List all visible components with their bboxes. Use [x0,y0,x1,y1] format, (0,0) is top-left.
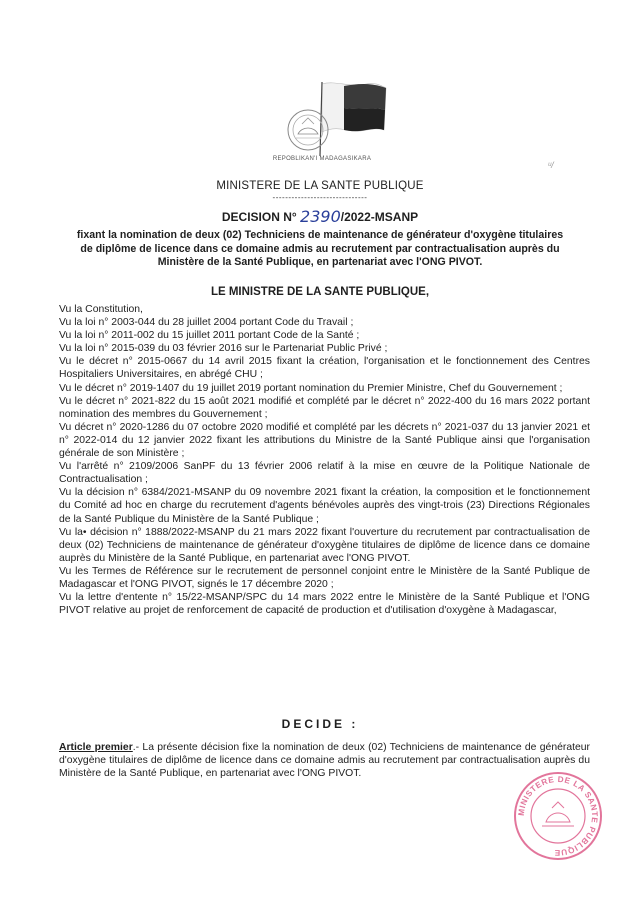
handwritten-mark: ᵘ/ [548,160,554,170]
decision-subject: fixant la nomination de deux (02) Techniciens de maintenance de générateur d'oxygène titulaires de diplôme de licence dans ce domaine admis au recrutement par contractualisation auprès du Ministère de la Santé Publique, en partenariat avec l'ONG PIVOT. [76,229,564,268]
official-stamp-icon [512,770,604,862]
legal-reference-item: Vu la lettre d'entente n° 15/22-MSANP/SPC du 14 mars 2022 entre le Ministère de la Santé Publique et l'ONG PIVOT relative au projet de renforcement de capacité de production et d'utilisation d'oxygène à Madagascar, [59,592,590,617]
article-separator: .- [132,742,143,753]
svg-text:MINISTERE DE LA SANTE PUBLIQUE [517,775,599,857]
legal-reference-item: Vu les Termes de Référence sur le recrutement de personnel conjoint entre le Ministère de la Santé Publique de Madagascar et l'ONG PIVOT, signés le 17 décembre 2020 ; [59,565,590,590]
legal-reference-item: Vu décret n° 2020-1286 du 07 octobre 2020 modifié et complété par les décrets n° 2021-037 du 13 janvier 2021 et n° 2022-014 du 12 janvier 2022 fixant les attributions du Ministre de la Santé Publique ainsi que l'organisation générale de son Ministère ; [59,421,590,460]
article-label: Article premier [59,742,133,753]
legal-reference-item: Vu la Constitution, [59,304,143,315]
legal-reference-item: Vu le décret n° 2015-0667 du 14 avril 2015 fixant la création, l'organisation et le fonctionnement des Centres Hospitaliers Universitaires, en abrégé CHU ; [59,356,590,381]
legal-reference-item: Vu la loi n° 2015-039 du 03 février 2016 sur le Partenariat Public Privé ; [59,343,388,355]
minister-heading: LE MINISTRE DE LA SANTE PUBLIQUE, [210,286,430,298]
decision-number: 2390 [300,207,341,226]
stamp-text: MINISTERE DE LA SANTE PUBLIQUE [516,774,600,858]
ministry-heading: MINISTERE DE LA SANTE PUBLIQUE [216,180,424,192]
legal-reference-item: Vu le décret n° 2021-822 du 15 août 2021 modifié et complété par le décret n° 2022-400 du 16 mars 2022 portant nomination des membres du Gouvernement ; [59,395,590,420]
legal-reference-item: Vu l'arrêté n° 2109/2006 SanPF du 13 février 2006 relatif à la mise en œuvre de la Politique Nationale de Contractualisation ; [59,461,590,486]
separator-line: ------------------------------ [272,193,368,202]
decision-prefix: DECISION N° [221,210,297,224]
legal-reference-item: Vu la loi n° 2011-002 du 15 juillet 2011 portant Code de la Santé ; [59,330,360,342]
legal-reference-item: Vu le décret n° 2019-1407 du 19 juillet 2019 portant nomination du Premier Ministre, Chef du Gouvernement ; [59,382,563,394]
decision-title [0,206,640,225]
legal-reference-item: Vu la• décision n° 1888/2022-MSANP du 21 mars 2022 fixant l'ouverture du recrutement par contractualisation de deux (02) Techniciens de maintenance de générateur d'oxygène titulaires de diplôme de licence dans ce domaine auprès du Ministère de la Santé Publique, en partenariat avec l'ONG PIVOT. [59,526,590,564]
legal-reference-item: Vu la décision n° 6384/2021-MSANP du 09 novembre 2021 fixant la création, la composition et le fonctionnement du Comité ad hoc en charge du recrutement d'agents bénévoles auprès des vingt-trois (23) Directions Régionales de la Santé Publique du Ministère de la Santé Publique ; [59,487,590,525]
article-premier [59,741,590,780]
legal-references [59,303,590,617]
legal-reference-item: Vu la loi n° 2003-044 du 28 juillet 2004 portant Code du Travail ; [59,317,354,329]
republic-emblem-icon [286,108,330,152]
republic-name: REPOBLIKAN'I MADAGASIKARA [272,156,372,162]
article-text: La présente décision fixe la nomination de deux (02) Techniciens de maintenance de générateur d'oxygène titulaires de diplôme de licence dans ce domaine admis au recrutement par contractualisation auprès du Ministère de la Santé Publique, en partenariat avec l'ONG PIVOT. [59,742,591,780]
decide-heading: DECIDE : [281,717,359,731]
decision-suffix: /2022-MSANP [340,210,419,224]
